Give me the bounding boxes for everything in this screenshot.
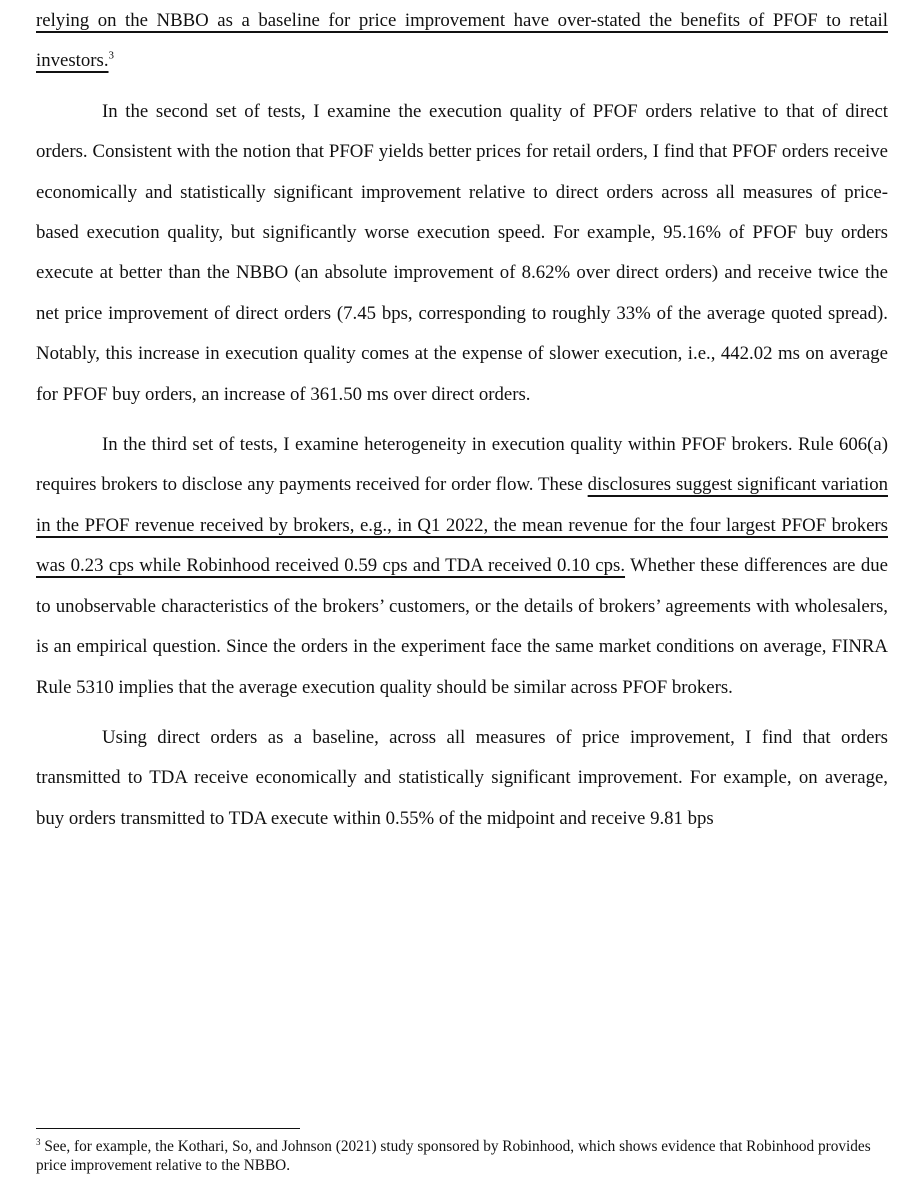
paragraph-text: In the third set of tests, I examine heterogeneity in execution quality within PFOF brokers. Rule 606(a) requires brokers to disclose any payments received for order flow. These [36, 434, 888, 496]
paragraph-continued-intro [36, 1, 888, 82]
paragraph-text: Using direct orders as a baseline, across all measures of price improvement, I find that orders transmitted to TDA receive economically and statistically significant improvement. For example, on average, buy orders transmitted to TDA execute within 0.55% of the midpoint and receive 9.81 bps [36, 726, 888, 829]
paragraph-second-tests [36, 92, 888, 415]
footnote-reference[interactable]: 3 [108, 50, 115, 63]
underlined-passage: relying on the NBBO as a baseline for price improvement have over-stated the benefits of PFOF to retail investors. [36, 10, 888, 72]
paragraph-text: In the second set of tests, I examine the execution quality of PFOF orders relative to that of direct orders. Consistent with the notion that PFOF yields better prices for retail orders, I find that PFOF orders receive economically and statistically significant improvement relative to direct orders across all measures of price-based execution quality, but significantly worse execution speed. For example, 95.16% of PFOF buy orders execute at better than the NBBO (an absolute improvement of 8.62% over direct orders) and receive twice the net price improvement of direct orders (7.45 bps, corresponding to roughly 33% of the average quoted spread). Notably, this increase in execution quality comes at the expense of slower execution, i.e., 442.02 ms on average for PFOF buy orders, an increase of 361.50 ms over direct orders. [36, 100, 888, 405]
footnote-text: See, for example, the Kothari, So, and Johnson (2021) study sponsored by Robinhood, which shows evidence that Robinhood provides price improvement relative to the NBBO. [36, 1138, 871, 1174]
footnote-marker: 3 [36, 1136, 41, 1147]
paragraph-direct-baseline [36, 718, 888, 839]
footnote-divider [36, 1128, 300, 1129]
underlined-passage: disclosures suggest significant variation in the PFOF revenue received by brokers, e.g., in Q1 2022, the mean revenue for the four largest PFOF brokers was 0.23 cps while Robinhood received 0.59 cps and TDA received 0.10 cps. [36, 474, 888, 577]
footnote [36, 1138, 888, 1175]
page-body [36, 0, 888, 839]
paragraph-third-tests [36, 425, 888, 708]
paragraph-text: Whether these differences are due to unobservable characteristics of the brokers’ customers, or the details of brokers’ agreements with wholesalers, is an empirical question. Since the orders in the experiment face the same market conditions on average, FINRA Rule 5310 implies that the average execution quality should be similar across PFOF brokers. [36, 555, 888, 698]
